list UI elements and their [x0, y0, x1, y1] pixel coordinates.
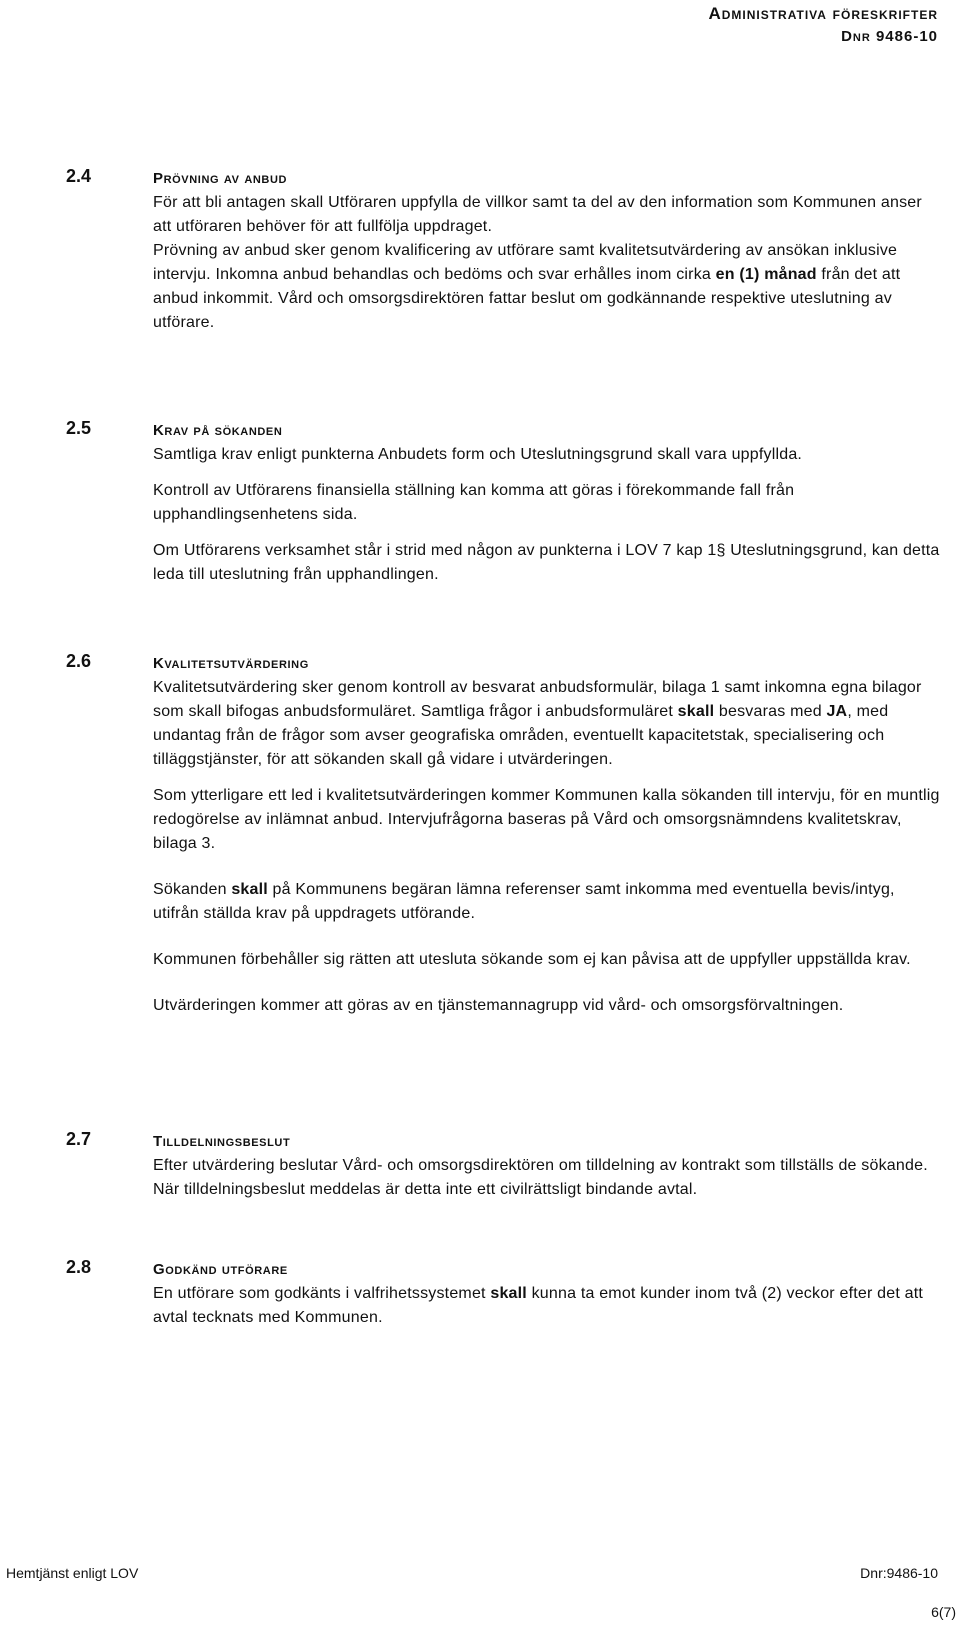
paragraph: Prövning av anbud sker genom kvalificering av utförare samt kvalitetsutvärdering av ansökan inklusive intervju. Inkomna anbud behandlas och bedöms och svar erhålles inom cirka en (1) månad från det att anbud inkommit. Vård och omsorgsdirektören fattar beslut om godkännande respektive uteslutning av utförare.: [153, 242, 901, 331]
paragraph: Efter utvärdering beslutar Vård- och omsorgsdirektören om tilldelning av kontrakt som tillställs de sökande. När tilldelningsbeslut meddelas är detta inte ett civilrättsligt bindande avtal.: [153, 1157, 928, 1198]
section-number: 2.5: [66, 418, 92, 438]
page-number: 6(7): [931, 1604, 956, 1620]
footer-dnr: Dnr:9486-10: [860, 1565, 938, 1581]
header-title: Administrativa föreskrifter: [708, 4, 938, 23]
section-heading: Prövning av anbud: [153, 170, 288, 187]
paragraph: Kvalitetsutvärdering sker genom kontroll av besvarat anbudsformulär, bilaga 1 samt inkomna egna bilagor som skall bifogas anbudsformuläret. Samtliga frågor i anbudsformuläret skall besvaras med JA, med undantag från de frågor som avser geografiska områden, eventuellt kapacitetstak, specialisering och tilläggstjänster, för att sökanden skall gå vidare i utvärderingen.: [153, 679, 922, 768]
paragraph: Samtliga krav enligt punkterna Anbudets form och Uteslutningsgrund skall vara uppfyllda.: [153, 446, 803, 463]
section-heading: Tilldelningsbeslut: [153, 1133, 291, 1150]
footer-title: Hemtjänst enligt LOV: [6, 1565, 139, 1581]
paragraph: Kontroll av Utförarens finansiella ställning kan komma att göras i förekommande fall från upphandlingsenhetens sida.: [153, 482, 795, 523]
section-number: 2.6: [66, 651, 92, 671]
paragraph: Kommunen förbehåller sig rätten att utesluta sökande som ej kan påvisa att de uppfyller uppställda krav.: [153, 951, 911, 968]
paragraph: Sökanden skall på Kommunens begäran lämna referenser samt inkomma med eventuella bevis/intyg, utifrån ställda krav på uppdragets utförande.: [153, 881, 895, 922]
section-number: 2.8: [66, 1257, 92, 1277]
paragraph: Utvärderingen kommer att göras av en tjänstemannagrupp vid vård- och omsorgsförvaltningen.: [153, 997, 844, 1014]
section-heading: Krav på sökanden: [153, 422, 283, 439]
header-dnr: Dnr 9486-10: [841, 28, 938, 45]
section-number: 2.4: [66, 166, 92, 186]
paragraph: En utförare som godkänts i valfrihetssystemet skall kunna ta emot kunder inom två (2) veckor efter det att avtal tecknats med Kommunen.: [153, 1285, 924, 1326]
paragraph: Som ytterligare ett led i kvalitetsutvärderingen kommer Kommunen kalla sökanden till intervju, för en muntlig redogörelse av inlämnat anbud. Intervjufrågorna baseras på Vård och omsorgsnämndens kvalitetskrav, bilaga 3.: [153, 787, 940, 852]
section-heading: Godkänd utförare: [153, 1261, 288, 1278]
paragraph: För att bli antagen skall Utföraren uppfylla de villkor samt ta del av den information som Kommunen anser att utföraren behöver för att fullfölja uppdraget.: [153, 194, 922, 235]
paragraph: Om Utförarens verksamhet står i strid med någon av punkterna i LOV 7 kap 1§ Uteslutningsgrund, kan detta leda till uteslutning från upphandlingen.: [153, 542, 940, 583]
section-number: 2.7: [66, 1129, 92, 1149]
section-heading: Kvalitetsutvärdering: [153, 655, 309, 672]
